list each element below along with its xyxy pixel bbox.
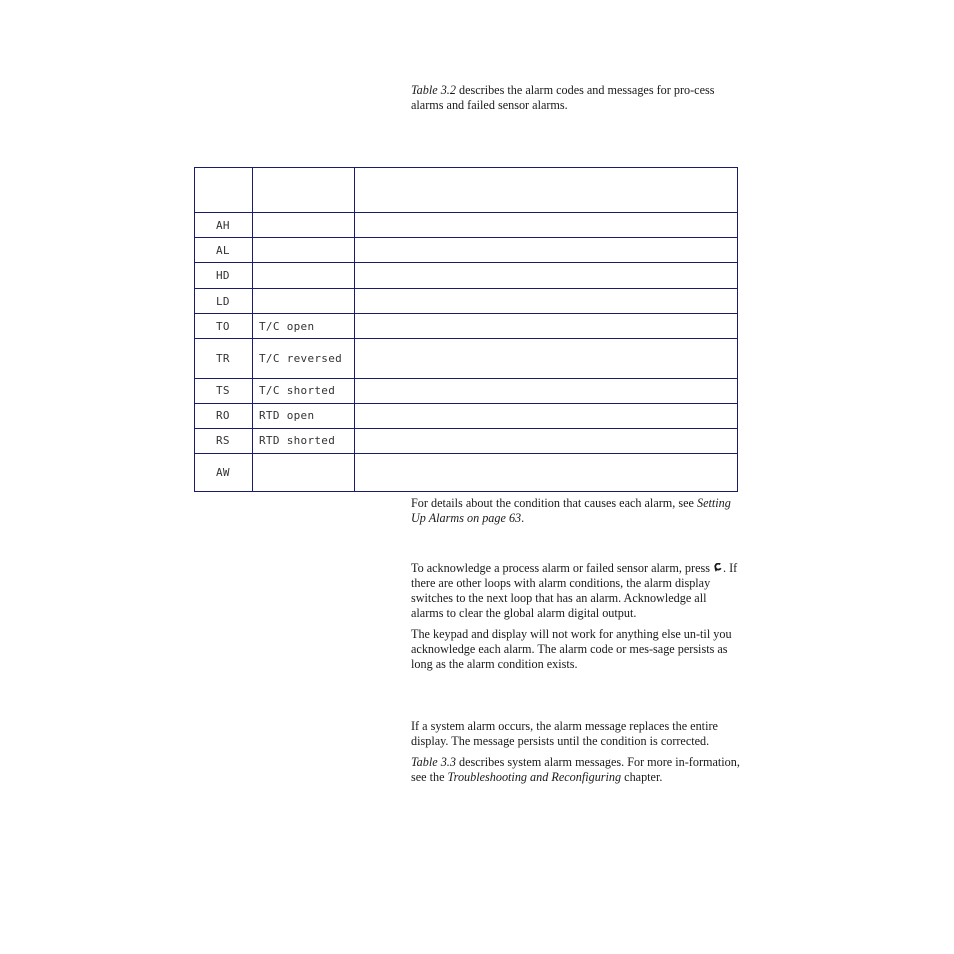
table-reference: Table 3.2 [411,83,456,97]
page-reference: Setting Up Alarms on page 63 [411,496,731,525]
header-cell-code [195,168,253,213]
alarm-code: RS [195,428,253,453]
chapter-reference: Troubleshooting and Reconfiguring [447,770,622,784]
system-alarm-paragraph: If a system alarm occurs, the alarm message replaces the entire display. The message persists until the condition is corrected. [411,719,718,748]
alarm-description [355,453,738,491]
alarm-message: RTD open [253,403,355,428]
alarm-code: AL [195,238,253,263]
alarm-description [355,289,738,314]
alarm-code: LD [195,289,253,314]
alarm-code: AW [195,453,253,491]
alarm-code: HD [195,263,253,289]
table-row [195,213,738,238]
table-row [195,263,738,289]
table-reference: Table 3.3 [411,755,456,769]
alarm-code: TR [195,339,253,378]
alarm-description [355,428,738,453]
acknowledge-paragraph: To acknowledge a process alarm or failed sensor alarm, press . If there are other loops with alarm conditions, the alarm display switches to the next loop that has an alarm. Acknowledge all alarms to clear the global alarm digital output. [411,561,738,620]
table-row [195,428,738,453]
header-cell-message [253,168,355,213]
alarm-message [253,238,355,263]
alarm-message [253,213,355,238]
system-alarm-reference-paragraph: Table 3.3 describes system alarm messages. For more in-formation, see the Troubleshooting and Reconfiguring chapter. [411,755,740,784]
alarm-code: TS [195,378,253,403]
alarm-description [355,263,738,289]
table-row [195,289,738,314]
table-row [195,378,738,403]
table-row [195,314,738,339]
details-paragraph: For details about the condition that causes each alarm, see Setting Up Alarms on page 63. [411,496,731,525]
header-cell-description [355,168,738,213]
alarm-description [355,378,738,403]
details-text: For details about the condition that causes each alarm, see [411,496,697,510]
alarm-message [253,289,355,314]
alarm-message: T/C open [253,314,355,339]
alarm-message [253,263,355,289]
alarm-codes-table [194,167,738,492]
alarm-code: TO [195,314,253,339]
table-row [195,238,738,263]
enter-key-icon [713,563,723,573]
alarm-description [355,238,738,263]
alarm-description [355,339,738,378]
table-header-row [195,168,738,213]
alarm-code: RO [195,403,253,428]
table-row [195,339,738,378]
keypad-paragraph: The keypad and display will not work for anything else un-til you acknowledge each alarm. The alarm code or mes-sage persists as long as the alarm condition exists. [411,627,732,671]
alarm-code: AH [195,213,253,238]
alarm-message [253,453,355,491]
intro-paragraph [411,83,741,113]
system-alarm-section [411,719,741,785]
alarm-description [355,213,738,238]
table-row [195,403,738,428]
intro-text: describes the alarm codes and messages for pro-cess alarms and failed sensor alarms. [411,83,715,112]
alarm-message: T/C reversed [253,339,355,378]
alarm-message: T/C shorted [253,378,355,403]
alarm-description [355,403,738,428]
acknowledge-section [411,561,741,672]
table-row [195,453,738,491]
alarm-description [355,314,738,339]
alarm-message: RTD shorted [253,428,355,453]
